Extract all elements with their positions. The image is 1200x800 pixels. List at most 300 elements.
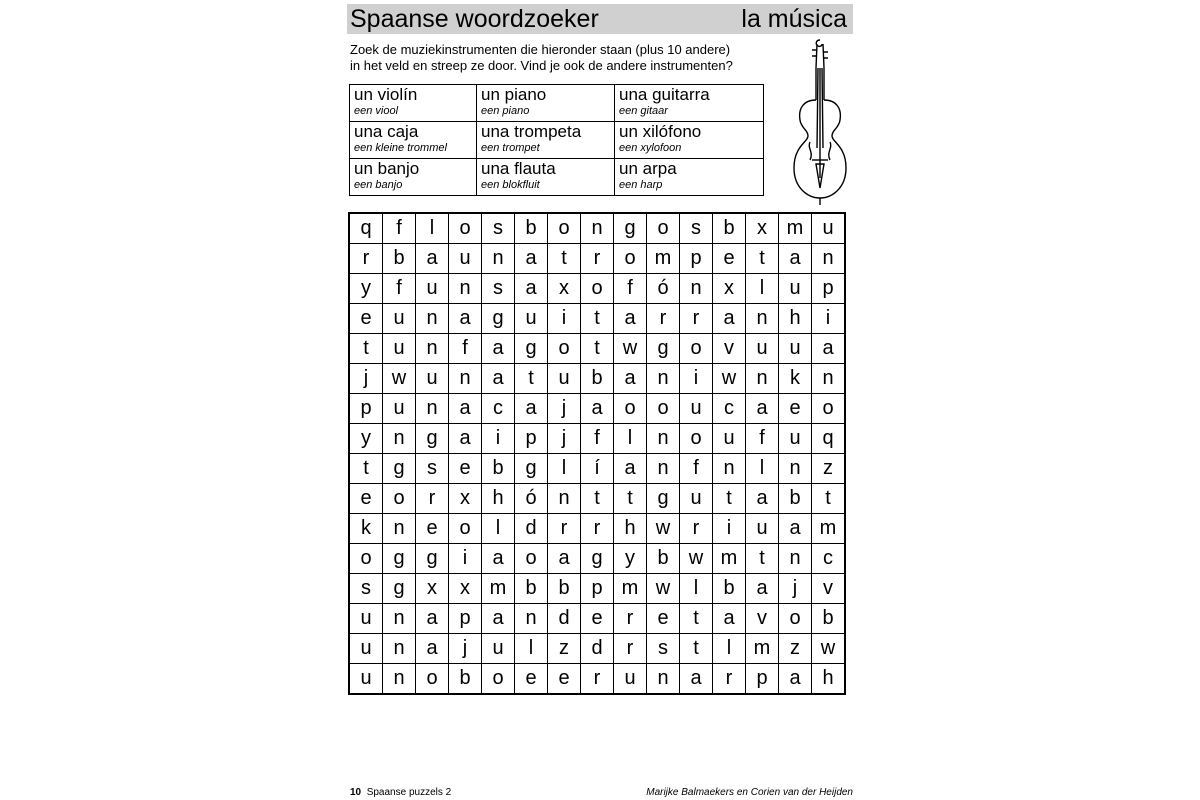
grid-cell[interactable]: b bbox=[581, 364, 614, 394]
grid-cell[interactable]: e bbox=[548, 664, 581, 695]
grid-cell[interactable]: í bbox=[581, 454, 614, 484]
dutch-word: een kleine trommel bbox=[354, 142, 447, 154]
grid-cell[interactable]: q bbox=[812, 424, 846, 454]
spanish-word: un violín bbox=[354, 85, 418, 104]
grid-cell[interactable]: n bbox=[746, 304, 779, 334]
grid-cell[interactable]: w bbox=[680, 544, 713, 574]
grid-cell[interactable]: u bbox=[482, 634, 515, 664]
footer-left bbox=[350, 787, 451, 798]
grid-cell[interactable]: d bbox=[515, 514, 548, 544]
grid-cell[interactable]: n bbox=[647, 664, 680, 695]
grid-cell[interactable]: o bbox=[416, 664, 449, 695]
grid-cell[interactable]: s bbox=[680, 213, 713, 244]
grid-cell[interactable]: u bbox=[779, 424, 812, 454]
grid-cell[interactable]: v bbox=[713, 334, 746, 364]
grid-cell[interactable]: t bbox=[812, 484, 846, 514]
grid-cell[interactable]: j bbox=[449, 634, 482, 664]
grid-cell[interactable]: g bbox=[515, 454, 548, 484]
instructions bbox=[350, 42, 750, 74]
vocab-cell bbox=[615, 85, 764, 122]
grid-row bbox=[349, 304, 845, 334]
dutch-word: een piano bbox=[481, 105, 530, 117]
grid-cell[interactable]: n bbox=[383, 604, 416, 634]
grid-cell[interactable]: p bbox=[812, 274, 846, 304]
grid-cell[interactable]: m bbox=[746, 634, 779, 664]
grid-cell[interactable]: r bbox=[581, 514, 614, 544]
grid-cell[interactable]: r bbox=[581, 244, 614, 274]
grid-cell[interactable]: s bbox=[482, 274, 515, 304]
grid-cell[interactable]: u bbox=[349, 634, 383, 664]
grid-cell[interactable]: r bbox=[548, 514, 581, 544]
grid-cell[interactable]: n bbox=[449, 274, 482, 304]
grid-cell[interactable]: u bbox=[680, 484, 713, 514]
grid-row bbox=[349, 274, 845, 304]
grid-cell[interactable]: n bbox=[482, 244, 515, 274]
grid-cell[interactable]: n bbox=[647, 454, 680, 484]
grid-cell[interactable]: i bbox=[449, 544, 482, 574]
grid-cell[interactable]: i bbox=[713, 514, 746, 544]
vocab-cell bbox=[477, 85, 615, 122]
grid-cell[interactable]: x bbox=[416, 574, 449, 604]
grid-cell[interactable]: a bbox=[581, 394, 614, 424]
grid-cell[interactable]: a bbox=[449, 424, 482, 454]
grid-cell[interactable]: u bbox=[383, 394, 416, 424]
grid-row bbox=[349, 664, 845, 695]
page-title: Spaanse woordzoeker bbox=[350, 5, 599, 33]
grid-cell[interactable]: n bbox=[680, 274, 713, 304]
grid-cell[interactable]: u bbox=[614, 664, 647, 695]
grid-cell[interactable]: w bbox=[812, 634, 846, 664]
grid-cell[interactable]: a bbox=[416, 244, 449, 274]
grid-cell[interactable]: a bbox=[746, 394, 779, 424]
grid-cell[interactable]: d bbox=[581, 634, 614, 664]
grid-cell[interactable]: g bbox=[647, 484, 680, 514]
grid-cell[interactable]: s bbox=[416, 454, 449, 484]
grid-cell[interactable]: h bbox=[779, 304, 812, 334]
grid-cell[interactable]: h bbox=[482, 484, 515, 514]
grid-cell[interactable]: u bbox=[746, 514, 779, 544]
spanish-word: un banjo bbox=[354, 159, 420, 178]
grid-cell[interactable]: t bbox=[614, 484, 647, 514]
grid-cell[interactable]: x bbox=[713, 274, 746, 304]
grid-cell[interactable]: n bbox=[383, 424, 416, 454]
word-search-grid bbox=[348, 212, 846, 695]
grid-cell[interactable]: a bbox=[746, 484, 779, 514]
grid-cell[interactable]: u bbox=[416, 364, 449, 394]
grid-cell[interactable]: l bbox=[548, 454, 581, 484]
grid-cell[interactable]: e bbox=[449, 454, 482, 484]
grid-cell[interactable]: u bbox=[779, 274, 812, 304]
grid-cell[interactable]: x bbox=[449, 484, 482, 514]
grid-cell[interactable]: r bbox=[647, 304, 680, 334]
grid-cell[interactable]: a bbox=[416, 634, 449, 664]
grid-cell[interactable]: v bbox=[746, 604, 779, 634]
grid-cell[interactable]: a bbox=[515, 274, 548, 304]
grid-cell[interactable]: n bbox=[449, 364, 482, 394]
grid-cell[interactable]: x bbox=[746, 213, 779, 244]
book-title: Spaanse puzzels 2 bbox=[366, 787, 452, 798]
grid-cell[interactable]: a bbox=[812, 334, 846, 364]
grid-cell[interactable]: e bbox=[349, 484, 383, 514]
vocab-cell bbox=[477, 159, 615, 196]
grid-cell[interactable]: y bbox=[349, 424, 383, 454]
grid-cell[interactable]: r bbox=[614, 604, 647, 634]
grid-cell[interactable]: n bbox=[383, 664, 416, 695]
grid-cell[interactable]: a bbox=[713, 604, 746, 634]
grid-cell[interactable]: g bbox=[383, 574, 416, 604]
grid-cell[interactable]: l bbox=[713, 634, 746, 664]
vocab-cell bbox=[615, 122, 764, 159]
grid-row bbox=[349, 394, 845, 424]
grid-cell[interactable]: g bbox=[416, 544, 449, 574]
grid-cell[interactable]: u bbox=[383, 334, 416, 364]
dutch-word: een trompet bbox=[481, 142, 540, 154]
grid-cell[interactable]: n bbox=[812, 364, 846, 394]
grid-cell[interactable]: ó bbox=[515, 484, 548, 514]
grid-cell[interactable]: l bbox=[482, 514, 515, 544]
grid-cell[interactable]: n bbox=[647, 364, 680, 394]
grid-cell[interactable]: a bbox=[614, 454, 647, 484]
vocab-cell bbox=[350, 85, 477, 122]
vocab-cell bbox=[350, 122, 477, 159]
grid-cell[interactable]: m bbox=[713, 544, 746, 574]
grid-cell[interactable]: a bbox=[746, 574, 779, 604]
grid-cell[interactable]: w bbox=[713, 364, 746, 394]
grid-cell[interactable]: w bbox=[383, 364, 416, 394]
grid-cell[interactable]: s bbox=[647, 634, 680, 664]
grid-cell[interactable]: b bbox=[515, 213, 548, 244]
grid-cell[interactable]: t bbox=[680, 604, 713, 634]
grid-cell[interactable]: a bbox=[713, 304, 746, 334]
worksheet-page bbox=[347, 0, 853, 800]
grid-cell[interactable]: n bbox=[515, 604, 548, 634]
grid-cell[interactable]: i bbox=[680, 364, 713, 394]
violin-icon bbox=[790, 38, 850, 206]
grid-cell[interactable]: b bbox=[449, 664, 482, 695]
grid-row bbox=[349, 604, 845, 634]
grid-cell[interactable]: u bbox=[416, 274, 449, 304]
grid-cell[interactable]: r bbox=[680, 304, 713, 334]
spanish-word: una flauta bbox=[481, 159, 556, 178]
grid-row bbox=[349, 213, 845, 244]
grid-cell[interactable]: n bbox=[812, 244, 846, 274]
grid-cell[interactable]: w bbox=[614, 334, 647, 364]
grid-cell[interactable]: g bbox=[383, 544, 416, 574]
grid-cell[interactable]: e bbox=[515, 664, 548, 695]
grid-cell[interactable]: h bbox=[614, 514, 647, 544]
grid-row bbox=[349, 454, 845, 484]
grid-cell[interactable]: e bbox=[581, 604, 614, 634]
grid-cell[interactable]: i bbox=[482, 424, 515, 454]
grid-row bbox=[349, 544, 845, 574]
grid-cell[interactable]: n bbox=[383, 514, 416, 544]
instruction-line: Zoek de muziekinstrumenten die hieronder staan (plus 10 andere) bbox=[350, 42, 731, 57]
grid-cell[interactable]: j bbox=[349, 364, 383, 394]
grid-cell[interactable]: j bbox=[548, 394, 581, 424]
grid-cell[interactable]: t bbox=[581, 484, 614, 514]
grid-cell[interactable]: u bbox=[746, 334, 779, 364]
grid-cell[interactable]: n bbox=[416, 394, 449, 424]
grid-cell[interactable]: n bbox=[647, 424, 680, 454]
grid-cell[interactable]: a bbox=[449, 394, 482, 424]
grid-cell[interactable]: a bbox=[779, 244, 812, 274]
grid-cell[interactable]: g bbox=[482, 304, 515, 334]
grid-cell[interactable]: a bbox=[515, 244, 548, 274]
grid-cell[interactable]: e bbox=[647, 604, 680, 634]
grid-cell[interactable]: f bbox=[614, 274, 647, 304]
grid-cell[interactable]: t bbox=[746, 544, 779, 574]
grid-cell[interactable]: s bbox=[349, 574, 383, 604]
grid-row bbox=[349, 514, 845, 544]
grid-cell[interactable]: g bbox=[416, 424, 449, 454]
grid-cell[interactable]: l bbox=[515, 634, 548, 664]
spanish-word: una trompeta bbox=[481, 122, 582, 141]
grid-cell[interactable]: x bbox=[449, 574, 482, 604]
dutch-word: een blokfluit bbox=[481, 179, 540, 191]
dutch-word: een gitaar bbox=[619, 105, 668, 117]
grid-cell[interactable]: o bbox=[647, 213, 680, 244]
grid-cell[interactable]: a bbox=[614, 304, 647, 334]
grid-cell[interactable]: u bbox=[779, 334, 812, 364]
grid-cell[interactable]: z bbox=[548, 634, 581, 664]
grid-cell[interactable]: a bbox=[482, 544, 515, 574]
grid-cell[interactable]: u bbox=[449, 244, 482, 274]
dutch-word: een harp bbox=[619, 179, 663, 191]
grid-cell[interactable]: n bbox=[416, 334, 449, 364]
grid-cell[interactable]: b bbox=[779, 484, 812, 514]
vocab-cell bbox=[350, 159, 477, 196]
grid-cell[interactable]: f bbox=[581, 424, 614, 454]
grid-cell[interactable]: x bbox=[548, 274, 581, 304]
grid-cell[interactable]: w bbox=[647, 514, 680, 544]
grid-cell[interactable]: j bbox=[779, 574, 812, 604]
grid-cell[interactable]: a bbox=[779, 514, 812, 544]
grid-cell[interactable]: o bbox=[383, 484, 416, 514]
grid-row bbox=[349, 424, 845, 454]
grid-cell[interactable]: p bbox=[449, 604, 482, 634]
vocabulary-table bbox=[349, 84, 764, 196]
grid-cell[interactable]: o bbox=[647, 394, 680, 424]
grid-cell[interactable]: t bbox=[349, 334, 383, 364]
grid-cell[interactable]: i bbox=[548, 304, 581, 334]
grid-cell[interactable]: g bbox=[515, 334, 548, 364]
grid-cell[interactable]: i bbox=[812, 304, 846, 334]
grid-cell[interactable]: h bbox=[812, 664, 846, 695]
grid-cell[interactable]: g bbox=[647, 334, 680, 364]
spanish-word: una guitarra bbox=[619, 85, 710, 104]
instruction-line: in het veld en streep ze door. Vind je ook de andere instrumenten? bbox=[350, 58, 733, 73]
title-bar bbox=[347, 4, 853, 34]
spanish-word: una caja bbox=[354, 122, 419, 141]
grid-cell[interactable]: n bbox=[383, 634, 416, 664]
grid-cell[interactable]: o bbox=[680, 424, 713, 454]
grid-cell[interactable]: v bbox=[812, 574, 846, 604]
grid-cell[interactable]: u bbox=[812, 213, 846, 244]
grid-cell[interactable]: r bbox=[416, 484, 449, 514]
grid-cell[interactable]: n bbox=[779, 544, 812, 574]
grid-cell[interactable]: t bbox=[713, 484, 746, 514]
grid-cell[interactable]: f bbox=[680, 454, 713, 484]
grid-cell[interactable]: a bbox=[614, 364, 647, 394]
grid-cell[interactable]: n bbox=[581, 213, 614, 244]
grid-cell[interactable]: c bbox=[812, 544, 846, 574]
grid-cell[interactable]: u bbox=[713, 424, 746, 454]
grid-cell[interactable]: p bbox=[581, 574, 614, 604]
grid-cell[interactable]: k bbox=[779, 364, 812, 394]
grid-cell[interactable]: g bbox=[581, 544, 614, 574]
grid-row bbox=[349, 244, 845, 274]
grid-cell[interactable]: w bbox=[647, 574, 680, 604]
grid-cell[interactable]: p bbox=[515, 424, 548, 454]
grid-cell[interactable]: t bbox=[581, 334, 614, 364]
grid-cell[interactable]: o bbox=[449, 514, 482, 544]
grid-cell[interactable]: m bbox=[482, 574, 515, 604]
grid-cell[interactable]: n bbox=[548, 484, 581, 514]
grid-cell[interactable]: u bbox=[383, 304, 416, 334]
grid-cell[interactable]: o bbox=[614, 244, 647, 274]
grid-cell[interactable]: l bbox=[746, 454, 779, 484]
grid-cell[interactable]: p bbox=[746, 664, 779, 695]
vocab-cell bbox=[477, 122, 615, 159]
dutch-word: een banjo bbox=[354, 179, 403, 191]
grid-cell[interactable]: n bbox=[416, 304, 449, 334]
grid-cell[interactable]: a bbox=[515, 394, 548, 424]
grid-cell[interactable]: o bbox=[515, 544, 548, 574]
grid-cell[interactable]: u bbox=[680, 394, 713, 424]
grid-cell[interactable]: m bbox=[614, 574, 647, 604]
grid-cell[interactable]: m bbox=[779, 213, 812, 244]
grid-cell[interactable]: r bbox=[349, 244, 383, 274]
grid-cell[interactable]: t bbox=[746, 244, 779, 274]
grid-cell[interactable]: y bbox=[614, 544, 647, 574]
grid-cell[interactable]: t bbox=[680, 634, 713, 664]
grid-cell[interactable]: a bbox=[548, 544, 581, 574]
grid-cell[interactable]: o bbox=[349, 544, 383, 574]
grid-row bbox=[349, 484, 845, 514]
grid-cell[interactable]: a bbox=[680, 664, 713, 695]
vocab-row bbox=[350, 159, 764, 196]
grid-cell[interactable]: o bbox=[548, 334, 581, 364]
grid-cell[interactable]: l bbox=[680, 574, 713, 604]
grid-cell[interactable]: u bbox=[349, 604, 383, 634]
grid-cell[interactable]: b bbox=[383, 244, 416, 274]
grid-cell[interactable]: f bbox=[449, 334, 482, 364]
grid-cell[interactable]: p bbox=[349, 394, 383, 424]
grid-cell[interactable]: b bbox=[515, 574, 548, 604]
grid-cell[interactable]: j bbox=[548, 424, 581, 454]
vocab-cell bbox=[615, 159, 764, 196]
grid-cell[interactable]: u bbox=[515, 304, 548, 334]
vocab-row bbox=[350, 85, 764, 122]
grid-cell[interactable]: y bbox=[349, 274, 383, 304]
grid-row bbox=[349, 574, 845, 604]
grid-cell[interactable]: s bbox=[482, 213, 515, 244]
page-number: 10 bbox=[350, 787, 362, 798]
grid-row bbox=[349, 334, 845, 364]
grid-cell[interactable]: o bbox=[614, 394, 647, 424]
grid-cell[interactable]: o bbox=[680, 334, 713, 364]
grid-cell[interactable]: d bbox=[548, 604, 581, 634]
grid-cell[interactable]: e bbox=[713, 244, 746, 274]
grid-cell[interactable]: l bbox=[614, 424, 647, 454]
grid-cell[interactable]: b bbox=[713, 574, 746, 604]
grid-cell[interactable]: b bbox=[482, 454, 515, 484]
grid-cell[interactable]: a bbox=[482, 604, 515, 634]
grid-cell[interactable]: t bbox=[581, 304, 614, 334]
grid-cell[interactable]: f bbox=[746, 424, 779, 454]
grid-cell[interactable]: g bbox=[614, 213, 647, 244]
grid-cell[interactable]: n bbox=[713, 454, 746, 484]
vocab-row bbox=[350, 122, 764, 159]
grid-cell[interactable]: l bbox=[746, 274, 779, 304]
grid-cell[interactable]: n bbox=[779, 454, 812, 484]
grid-cell[interactable]: c bbox=[482, 394, 515, 424]
spanish-word: un piano bbox=[481, 85, 547, 104]
grid-cell[interactable]: r bbox=[713, 664, 746, 695]
grid-cell[interactable]: b bbox=[548, 574, 581, 604]
topic-title: la música bbox=[741, 5, 847, 33]
grid-cell[interactable]: t bbox=[548, 244, 581, 274]
grid-cell[interactable]: r bbox=[581, 664, 614, 695]
grid-cell[interactable]: r bbox=[680, 514, 713, 544]
grid-cell[interactable]: l bbox=[416, 213, 449, 244]
grid-cell[interactable]: p bbox=[680, 244, 713, 274]
grid-cell[interactable]: t bbox=[349, 454, 383, 484]
grid-cell[interactable]: f bbox=[383, 274, 416, 304]
grid-cell[interactable]: o bbox=[779, 604, 812, 634]
grid-cell[interactable]: q bbox=[349, 213, 383, 244]
grid-cell[interactable]: c bbox=[713, 394, 746, 424]
grid-cell[interactable]: o bbox=[482, 664, 515, 695]
grid-cell[interactable]: z bbox=[812, 454, 846, 484]
grid-cell[interactable]: a bbox=[449, 304, 482, 334]
grid-cell[interactable]: u bbox=[349, 664, 383, 695]
grid-cell[interactable]: o bbox=[812, 394, 846, 424]
grid-cell[interactable]: o bbox=[548, 213, 581, 244]
grid-cell[interactable]: ó bbox=[647, 274, 680, 304]
grid-cell[interactable]: a bbox=[779, 664, 812, 695]
grid-row bbox=[349, 634, 845, 664]
grid-cell[interactable]: r bbox=[614, 634, 647, 664]
grid-cell[interactable]: o bbox=[581, 274, 614, 304]
grid-cell[interactable]: e bbox=[349, 304, 383, 334]
grid-cell[interactable]: z bbox=[779, 634, 812, 664]
grid-cell[interactable]: b bbox=[713, 213, 746, 244]
grid-cell[interactable]: k bbox=[349, 514, 383, 544]
grid-cell[interactable]: g bbox=[383, 454, 416, 484]
grid-cell[interactable]: b bbox=[812, 604, 846, 634]
grid-cell[interactable]: b bbox=[647, 544, 680, 574]
grid-cell[interactable]: n bbox=[746, 364, 779, 394]
grid-cell[interactable]: e bbox=[779, 394, 812, 424]
grid-cell[interactable]: m bbox=[812, 514, 846, 544]
dutch-word: een viool bbox=[354, 105, 399, 117]
grid-cell[interactable]: o bbox=[449, 213, 482, 244]
grid-cell[interactable]: t bbox=[515, 364, 548, 394]
footer-authors: Marijke Balmaekers en Corien van der Heijden bbox=[646, 787, 853, 798]
grid-cell[interactable]: f bbox=[383, 213, 416, 244]
spanish-word: un xilófono bbox=[619, 122, 702, 141]
grid-cell[interactable]: u bbox=[548, 364, 581, 394]
grid-cell[interactable]: a bbox=[416, 604, 449, 634]
grid-cell[interactable]: e bbox=[416, 514, 449, 544]
grid-cell[interactable]: a bbox=[482, 334, 515, 364]
grid-cell[interactable]: m bbox=[647, 244, 680, 274]
grid-cell[interactable]: a bbox=[482, 364, 515, 394]
spanish-word: un arpa bbox=[619, 159, 677, 178]
grid-row bbox=[349, 364, 845, 394]
dutch-word: een xylofoon bbox=[619, 142, 682, 154]
